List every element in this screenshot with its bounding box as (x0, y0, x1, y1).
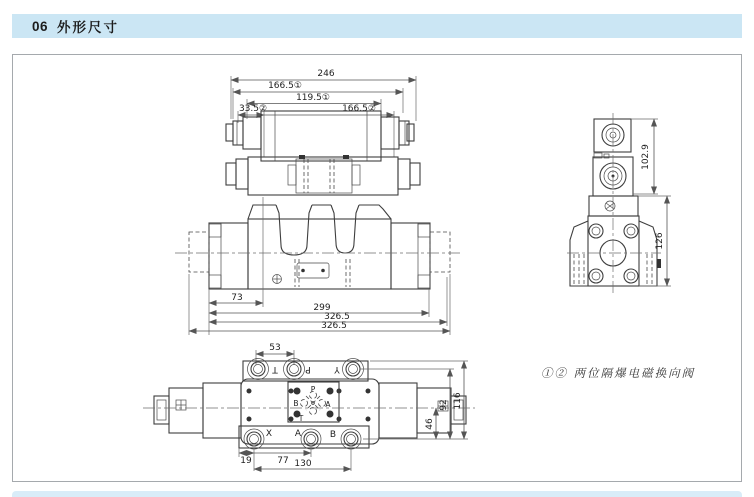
section-title: 外形尺寸 (57, 20, 120, 35)
dim-246: 246 (317, 69, 335, 79)
dim-46: 46 (425, 418, 435, 430)
dim-166-5-c2: 166.5② (342, 104, 376, 114)
section-number: 06 (32, 18, 49, 34)
dim-19: 19 (240, 456, 252, 466)
port-label-p-far: P (305, 364, 311, 374)
pilot-valve-front (226, 111, 420, 195)
dim-166-5-c1: 166.5① (268, 81, 302, 91)
top-view (143, 343, 475, 471)
dim-119-5-c1: 119.5① (296, 93, 330, 103)
dim-92: 92 (439, 399, 449, 411)
dim-299: 299 (313, 303, 331, 313)
outline-dimension-drawing (13, 55, 741, 481)
dim-116: 116 (453, 392, 463, 410)
front-top-dims (231, 69, 416, 115)
dim-53: 53 (269, 343, 281, 353)
dim-33-5-c2: 33.5② (238, 104, 268, 114)
port-label-b: B (329, 430, 337, 440)
footnote-valve-type: ①② 两位隔爆电磁换向阀 (541, 366, 696, 380)
port-label-a: A (294, 429, 302, 439)
front-view (175, 69, 461, 335)
dim-77: 77 (277, 456, 289, 466)
main-valve-front (175, 205, 461, 289)
dim-102-9: 102.9 (641, 144, 651, 170)
dim-326-5-a: 326.5 (324, 312, 350, 322)
dim-130: 130 (294, 459, 312, 469)
port-label-t-far: T (272, 364, 278, 374)
next-section-bar (12, 491, 742, 497)
side-view (567, 113, 671, 295)
dim-73: 73 (231, 293, 243, 303)
subplate-port-p: P (310, 385, 316, 394)
subplate-port-a: A (325, 400, 331, 409)
dim-126: 126 (655, 232, 665, 250)
front-bottom-dims (189, 197, 450, 335)
port-label-y-far: Y (334, 364, 340, 374)
dimension-drawing-panel (12, 54, 742, 482)
dim-326-5-b: 326.5 (321, 321, 347, 331)
subplate-port-b: B (293, 399, 299, 408)
subplate-port-t: T (298, 414, 304, 423)
port-label-x: X (265, 429, 273, 439)
section-header (12, 14, 742, 38)
